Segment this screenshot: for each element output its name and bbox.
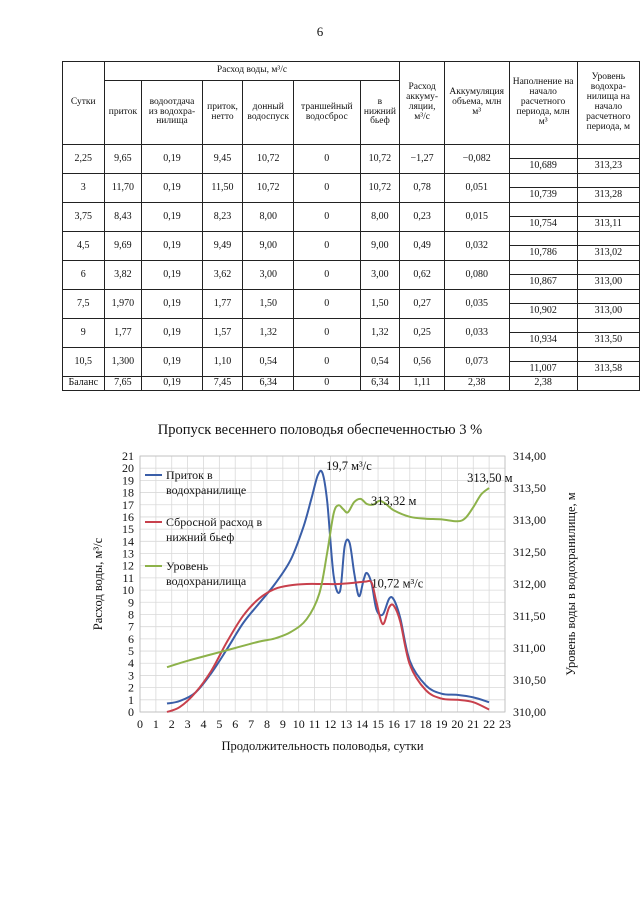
table-cell: 1,77 xyxy=(202,290,243,319)
table-cell: 1,57 xyxy=(202,319,243,348)
table-cell-empty xyxy=(509,203,577,217)
table-cell: 0,19 xyxy=(142,261,202,290)
x-tick-label: 2 xyxy=(168,717,175,731)
table-cell: 8,00 xyxy=(243,203,294,232)
table-cell-empty xyxy=(509,145,577,159)
table-cell: 10,72 xyxy=(360,145,400,174)
table-cell: 313,58 xyxy=(577,362,639,377)
table-row xyxy=(63,261,640,275)
table-cell: 313,28 xyxy=(577,188,639,203)
table-cell-empty xyxy=(577,290,639,304)
table-cell: 1,77 xyxy=(104,319,142,348)
header-uroven: Уровень водохра-нилища на начало расчетного периода, м xyxy=(577,62,639,145)
header-akk-obem: Аккумуляция объема, млн м³ xyxy=(444,62,509,145)
y2-tick-label: 314,00 xyxy=(513,449,546,463)
table-cell: 0,54 xyxy=(243,348,294,377)
table-cell: 0,19 xyxy=(142,232,202,261)
x-tick-label: 19 xyxy=(435,717,448,731)
x-tick-label: 1 xyxy=(152,717,159,731)
table-cell: 9 xyxy=(63,319,105,348)
x-tick-label: 11 xyxy=(308,717,321,731)
table-cell: 0,19 xyxy=(142,377,202,391)
legend-label: водохранилище xyxy=(166,483,247,497)
table-cell: 0,25 xyxy=(400,319,445,348)
x-tick-label: 15 xyxy=(372,717,385,731)
table-cell-empty xyxy=(509,174,577,188)
table-cell: 0,49 xyxy=(400,232,445,261)
y2-tick-label: 313,00 xyxy=(513,513,546,527)
header-pritok: приток xyxy=(104,81,142,145)
table-cell: 2,38 xyxy=(444,377,509,391)
table-cell: 3,82 xyxy=(104,261,142,290)
table-cell: 0,23 xyxy=(400,203,445,232)
y-tick-label: 8 xyxy=(128,607,134,622)
y-tick-label: 19 xyxy=(122,473,134,488)
table-row xyxy=(63,290,640,304)
table-cell: 1,300 xyxy=(104,348,142,377)
table-cell-empty xyxy=(509,290,577,304)
y2-tick-label: 313,50 xyxy=(513,481,546,495)
table-cell: 7,45 xyxy=(202,377,243,391)
table-cell: 0,78 xyxy=(400,174,445,203)
x-tick-label: 17 xyxy=(403,717,416,731)
x-tick-label: 10 xyxy=(292,717,305,731)
legend-label: Приток в xyxy=(166,468,213,482)
flood-chart xyxy=(0,440,640,770)
x-axis-label: Продолжительность половодья, сутки xyxy=(221,739,424,753)
table-cell-empty xyxy=(577,232,639,246)
table-cell: 0,19 xyxy=(142,319,202,348)
y-axis-label: Расход воды, м³/с xyxy=(91,537,105,631)
y-tick-label: 10 xyxy=(122,583,134,598)
table-cell: 0 xyxy=(294,232,360,261)
table-cell: 0,62 xyxy=(400,261,445,290)
table-row xyxy=(63,145,640,159)
table-cell: 0 xyxy=(294,203,360,232)
table-cell: 0,051 xyxy=(444,174,509,203)
table-cell: 10,5 xyxy=(63,348,105,377)
table-cell: 2,25 xyxy=(63,145,105,174)
table-cell: 2,38 xyxy=(509,377,577,391)
table-cell-empty xyxy=(577,261,639,275)
header-sutki: Сутки xyxy=(63,62,105,145)
y-tick-label: 11 xyxy=(122,570,134,585)
discharge-line xyxy=(167,581,489,712)
table-cell: 1,50 xyxy=(243,290,294,319)
table-cell: 0,015 xyxy=(444,203,509,232)
y2-tick-label: 311,50 xyxy=(513,609,546,623)
flow-table xyxy=(62,61,640,391)
table-cell: 0,56 xyxy=(400,348,445,377)
x-tick-label: 20 xyxy=(451,717,464,731)
x-tick-label: 12 xyxy=(324,717,337,731)
y-tick-label: 17 xyxy=(122,497,134,512)
table-cell: 1,50 xyxy=(360,290,400,319)
table-cell: 0 xyxy=(294,348,360,377)
table-cell-empty xyxy=(577,174,639,188)
y-tick-label: 15 xyxy=(122,522,134,537)
data-annotation: 19,7 м³/с xyxy=(326,459,372,474)
table-cell-empty xyxy=(577,319,639,333)
y-tick-label: 21 xyxy=(122,449,134,463)
table-cell: 0 xyxy=(294,261,360,290)
table-cell: 1,10 xyxy=(202,348,243,377)
y2-tick-label: 312,50 xyxy=(513,545,546,559)
table-cell: 0,073 xyxy=(444,348,509,377)
x-tick-label: 5 xyxy=(216,717,223,731)
y2-tick-label: 310,00 xyxy=(513,705,546,719)
y2-tick-label: 312,00 xyxy=(513,577,546,591)
header-nizh: в нижний бьеф xyxy=(360,81,400,145)
table-cell-empty xyxy=(577,145,639,159)
table-cell: 11,007 xyxy=(509,362,577,377)
table-cell: 313,50 xyxy=(577,333,639,348)
data-annotation: 313,32 м xyxy=(371,493,417,508)
table-cell: 10,902 xyxy=(509,304,577,319)
table-cell: 0,035 xyxy=(444,290,509,319)
table-cell: 313,11 xyxy=(577,217,639,232)
x-tick-label: 0 xyxy=(137,717,143,731)
table-cell: 10,72 xyxy=(360,174,400,203)
table-row xyxy=(63,174,640,188)
table-cell: 0,54 xyxy=(360,348,400,377)
table-cell-empty xyxy=(509,232,577,246)
table-cell: 0,27 xyxy=(400,290,445,319)
table-cell: 1,970 xyxy=(104,290,142,319)
y2-tick-label: 311,00 xyxy=(513,641,546,655)
y-tick-label: 7 xyxy=(128,619,134,634)
x-tick-label: 6 xyxy=(232,717,239,731)
table-cell: 313,00 xyxy=(577,275,639,290)
table-cell: −0,082 xyxy=(444,145,509,174)
x-tick-label: 3 xyxy=(184,717,191,731)
table-row-balance xyxy=(63,377,640,391)
x-tick-label: 18 xyxy=(419,717,432,731)
y-tick-label: 3 xyxy=(128,668,134,683)
table-cell: 9,69 xyxy=(104,232,142,261)
legend-label: Сбросной расход в xyxy=(166,515,263,529)
table-cell: 3,62 xyxy=(202,261,243,290)
table-cell: 10,72 xyxy=(243,174,294,203)
x-tick-label: 14 xyxy=(356,717,369,731)
table-cell: 0 xyxy=(294,377,360,391)
table-cell: 6,34 xyxy=(360,377,400,391)
table-cell: 0,19 xyxy=(142,290,202,319)
table-cell: 9,49 xyxy=(202,232,243,261)
table-cell-empty xyxy=(509,261,577,275)
table-cell: 4,5 xyxy=(63,232,105,261)
table-cell: 11,70 xyxy=(104,174,142,203)
table-cell: 3,00 xyxy=(360,261,400,290)
table-cell: 9,00 xyxy=(243,232,294,261)
x-tick-label: 16 xyxy=(387,717,400,731)
y-tick-label: 13 xyxy=(122,546,134,561)
y2-axis-label: Уровень воды в водохранилище, м xyxy=(564,492,578,676)
table-cell: 10,754 xyxy=(509,217,577,232)
table-cell: 0 xyxy=(294,319,360,348)
table-cell: 1,32 xyxy=(243,319,294,348)
table-cell-empty xyxy=(577,203,639,217)
x-tick-label: 4 xyxy=(200,717,207,731)
header-vodootdacha: водоотдача из водохра-нилища xyxy=(142,81,202,145)
table-cell: 0,19 xyxy=(142,145,202,174)
x-tick-label: 22 xyxy=(483,717,496,731)
page-number: 6 xyxy=(316,24,324,39)
x-tick-label: 13 xyxy=(340,717,353,731)
y-tick-label: 6 xyxy=(128,631,134,646)
table-cell: 6,34 xyxy=(243,377,294,391)
y-tick-label: 12 xyxy=(122,558,134,573)
x-tick-label: 21 xyxy=(467,717,480,731)
y-tick-label: 2 xyxy=(128,680,134,695)
table-cell: 0,033 xyxy=(444,319,509,348)
y2-tick-label: 310,50 xyxy=(513,673,546,687)
table-cell: 1,11 xyxy=(400,377,445,391)
table-cell-empty xyxy=(577,377,639,391)
table-cell: 10,689 xyxy=(509,159,577,174)
table-cell: 9,45 xyxy=(202,145,243,174)
table-cell: 313,00 xyxy=(577,304,639,319)
table-row xyxy=(63,319,640,333)
y-tick-label: 4 xyxy=(128,656,134,671)
table-cell: 0 xyxy=(294,174,360,203)
table-cell: 1,32 xyxy=(360,319,400,348)
table-cell: 3,75 xyxy=(63,203,105,232)
table-cell: 0 xyxy=(294,145,360,174)
table-cell: 10,867 xyxy=(509,275,577,290)
table-cell: 8,23 xyxy=(202,203,243,232)
x-tick-label: 7 xyxy=(248,717,255,731)
y-tick-label: 9 xyxy=(128,595,134,610)
table-cell: 6 xyxy=(63,261,105,290)
table-cell: 10,739 xyxy=(509,188,577,203)
table-cell: Баланс xyxy=(63,377,105,391)
y-tick-label: 16 xyxy=(122,509,134,524)
table-cell: −1,27 xyxy=(400,145,445,174)
table-cell: 8,00 xyxy=(360,203,400,232)
table-cell: 10,72 xyxy=(243,145,294,174)
header-transh: траншейный водосброс xyxy=(294,81,360,145)
data-annotation: 313,50 м xyxy=(467,471,513,485)
table-cell: 11,50 xyxy=(202,174,243,203)
table-cell: 313,23 xyxy=(577,159,639,174)
y-tick-label: 5 xyxy=(128,644,134,659)
table-cell: 0,19 xyxy=(142,203,202,232)
table-cell: 7,65 xyxy=(104,377,142,391)
y-tick-label: 0 xyxy=(128,705,134,719)
header-donny: донный водоспуск xyxy=(243,81,294,145)
table-cell-empty xyxy=(577,348,639,362)
y-tick-label: 14 xyxy=(122,534,134,549)
table-cell-empty xyxy=(509,348,577,362)
table-cell: 0 xyxy=(294,290,360,319)
legend-label: водохранилища xyxy=(166,574,247,588)
x-tick-label: 9 xyxy=(279,717,286,731)
table-row xyxy=(63,348,640,362)
y-tick-label: 20 xyxy=(122,461,134,476)
legend-label: Уровень xyxy=(166,559,209,573)
table-cell: 3 xyxy=(63,174,105,203)
legend-label: нижний бьеф xyxy=(166,530,235,544)
table-cell: 0,032 xyxy=(444,232,509,261)
table-cell: 0,19 xyxy=(142,348,202,377)
data-annotation: 10,72 м³/с xyxy=(371,576,424,591)
table-cell: 9,65 xyxy=(104,145,142,174)
table-cell-empty xyxy=(509,319,577,333)
header-rashod-akk: Расход аккуму-ляции, м³/с xyxy=(400,62,445,145)
table-row xyxy=(63,232,640,246)
header-napolnenie: Наполнение на начало расчетного периода, млн м³ xyxy=(509,62,577,145)
table-cell: 3,00 xyxy=(243,261,294,290)
chart-title: Пропуск весеннего половодья обеспеченностью 3 % xyxy=(157,422,483,438)
table-cell: 9,00 xyxy=(360,232,400,261)
table-row xyxy=(63,203,640,217)
table-cell: 0,19 xyxy=(142,174,202,203)
table-cell: 10,786 xyxy=(509,246,577,261)
table-cell: 313,02 xyxy=(577,246,639,261)
y-tick-label: 18 xyxy=(122,485,134,500)
x-tick-label: 23 xyxy=(499,717,511,731)
x-tick-label: 8 xyxy=(263,717,270,731)
table-cell: 10,934 xyxy=(509,333,577,348)
table-cell: 7,5 xyxy=(63,290,105,319)
table-cell: 8,43 xyxy=(104,203,142,232)
table-cell: 0,080 xyxy=(444,261,509,290)
y-tick-label: 1 xyxy=(128,692,134,707)
header-group-flow: Расход воды, м³/с xyxy=(104,62,400,81)
header-pritok-netto: приток, нетто xyxy=(202,81,243,145)
